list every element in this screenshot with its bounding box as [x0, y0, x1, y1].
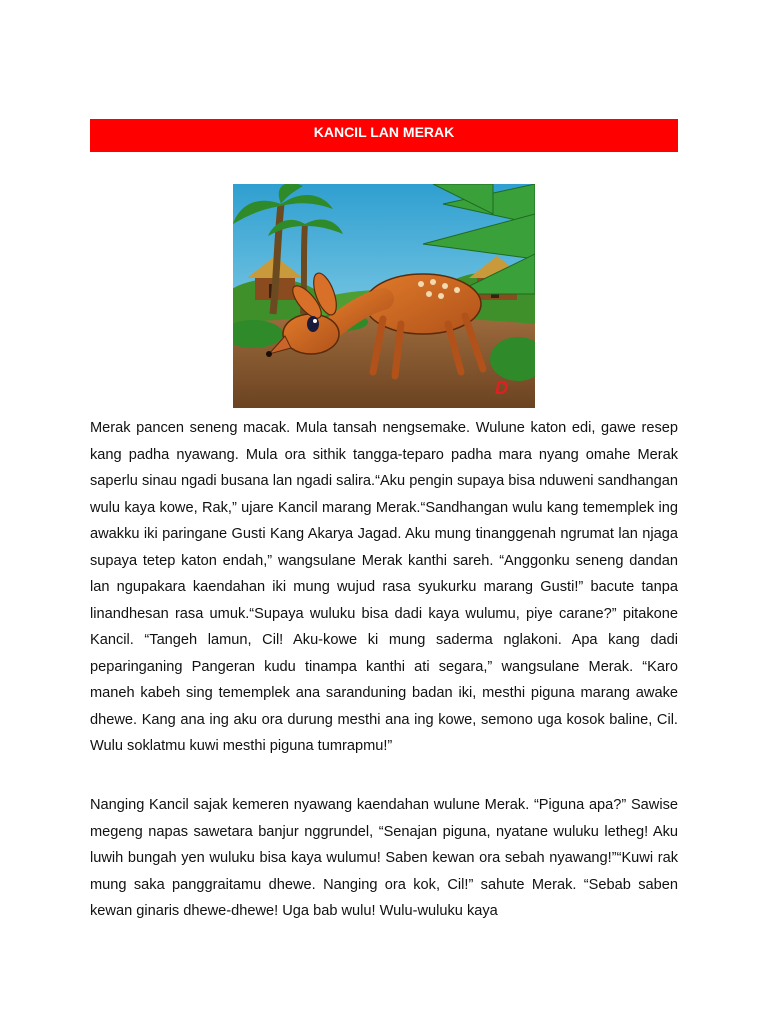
story-paragraph-1: Merak pancen seneng macak. Mula tansah nengsemake. Wulune katon edi, gawe resep kang padha nyawang. Mula ora sithik tangga-teparo padha mara nyang omahe Merak saperlu sinau ngadi busana lan ngadi salira.“Aku pengin supaya bisa nduweni sandhangan wulu kaya kowe, Rak,” ujare Kancil marang Merak.“Sandhangan wulu kang tememplek ing awakku iki paringane Gusti Kang Akarya Jagad. Aku mung tinanggenah ngrumat lan njaga supaya tetep katon endah,” wangsulane Merak kanthi sareh. “Anggonku seneng dandan lan ngupakara kaendahan iki mung wujud rasa syukurku marang Gusti!” bacute tanpa linandhesan rasa umuk.“Supaya wuluku bisa dadi kaya wulumu, piye carane?” pitakone Kancil. “Tangeh lamun, Cil! Aku-kowe ki mung saderma nglakoni. Apa kang dadi peparinganing Pangeran kudu tinampa kanthi ati segara,” wangsulane Merak. “Karo maneh kabeh sing tememplek ana saranduning badan iki, mesthi piguna marang awake dhewe. Kang ana ing aku ora durung mesthi ana ing kowe, semono uga kosok baline, Cil. Wulu soklatmu kuwi mesthi piguna tumrapmu!”: [90, 420, 678, 754]
story-title: KANCIL LAN MERAK: [90, 119, 678, 152]
svg-text:D: D: [495, 378, 508, 398]
kancil-deer-illustration: [233, 184, 535, 408]
story-paragraph-2: Nanging Kancil sajak kemeren nyawang kaendahan wulune Merak. “Piguna apa?” Sawise megeng napas sawetara banjur nggrundel, “Senajan piguna, nyatane wuluku letheg! Aku luwih bungah yen wuluku bisa kaya wulumu! Saben kewan ora sebah nyawang!”“Kuwi rak mung saka panggraitamu dhewe. Nanging ora kok, Cil!” sahute Merak. “Sebab saben kewan ginaris dhewe-dhewe! Uga bab wulu! Wulu-wuluku kaya: [90, 797, 678, 919]
illustration-svg: [233, 184, 535, 408]
